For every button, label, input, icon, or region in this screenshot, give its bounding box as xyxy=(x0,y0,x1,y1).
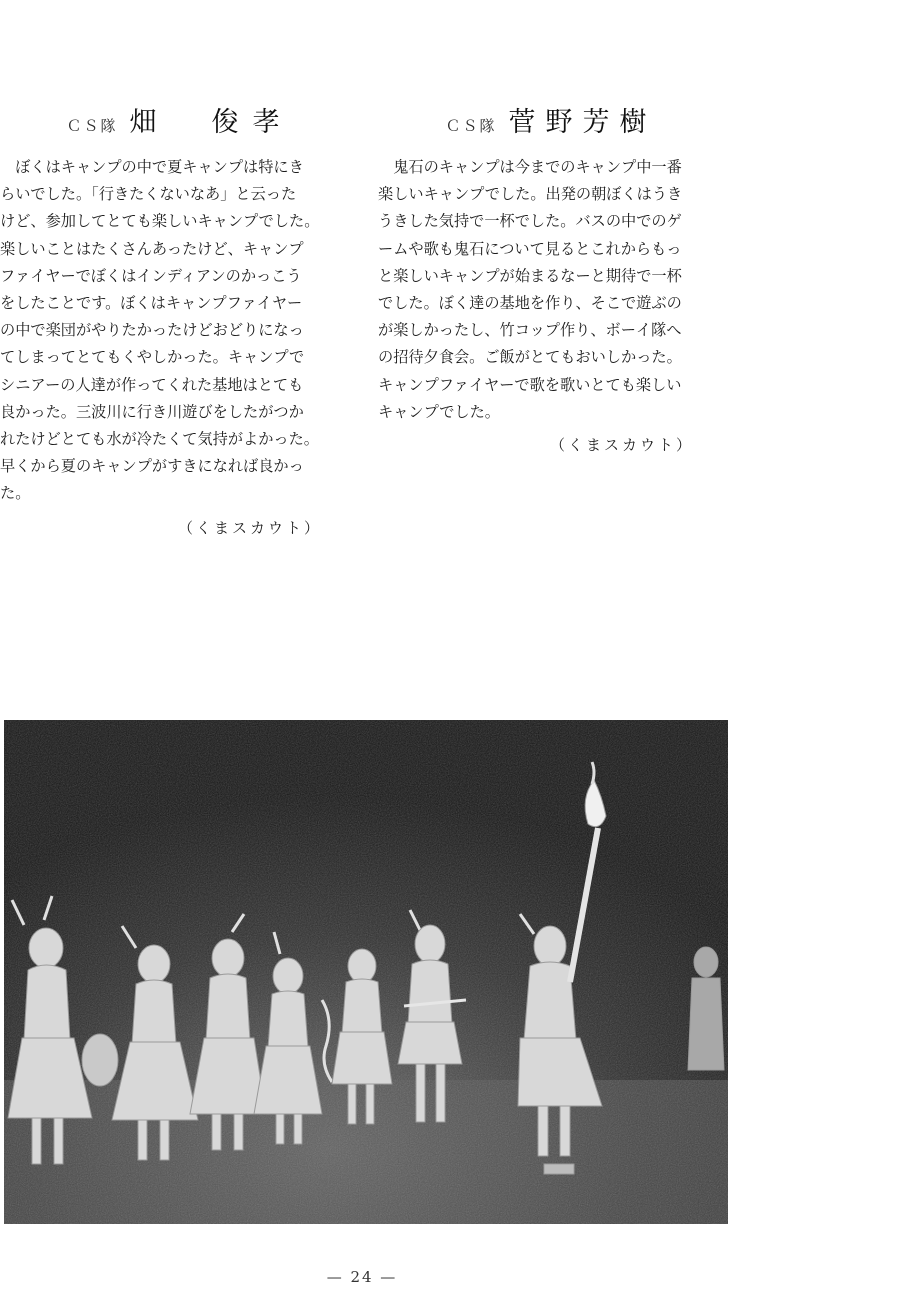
text-line: と楽しいキャンプが始まるなーと期待で一杯 xyxy=(378,266,682,285)
article-body xyxy=(378,154,724,426)
text-line: の中で楽団がやりたかったけどおどりになっ xyxy=(0,321,304,340)
campfire-dance-photo xyxy=(4,720,728,1224)
text-line: 早くから夏のキャンプがすきになれば良かっ xyxy=(0,457,304,476)
unit-label: ＣＳ隊 xyxy=(445,117,497,135)
text-line: ぼくはキャンプの中で夏キャンプは特にき xyxy=(0,158,304,176)
unit-label: ＣＳ隊 xyxy=(66,117,118,135)
page-number: — 24 — xyxy=(326,1268,398,1286)
article-body xyxy=(0,154,360,507)
text-line: が楽しかったし、竹コップ作り、ボーイ隊へ xyxy=(378,321,682,340)
text-line: ファイヤーでぼくはインディアンのかっこう xyxy=(0,266,302,285)
text-line: た。 xyxy=(0,484,31,503)
text-line: をしたことです。ぼくはキャンプファイヤー xyxy=(0,293,303,312)
signature: （くまスカウト） xyxy=(549,435,694,454)
right-article xyxy=(378,100,724,455)
text-line: れたけどとても水が冷たくて気持がよかった。 xyxy=(0,429,319,448)
text-line: シニアーの人達が作ってくれた基地はとても xyxy=(0,375,304,394)
text-line: らいでした。「行きたくないなあ」と云った xyxy=(0,185,297,204)
article-heading xyxy=(378,100,724,140)
text-line: 楽しいことはたくさんあったけど、キャンプ xyxy=(0,239,304,258)
left-article xyxy=(0,100,360,538)
author-name: 菅野芳樹 xyxy=(508,107,657,138)
text-line: 鬼石のキャンプは今までのキャンプ中一番 xyxy=(378,158,682,176)
text-line: キャンプでした。 xyxy=(378,402,500,421)
text-line: 良かった。三波川に行き川遊びをしたがつか xyxy=(0,402,304,421)
text-line: ームや歌も鬼石について見るとこれからもっ xyxy=(378,239,682,258)
text-line: けど、参加してとても楽しいキャンプでした。 xyxy=(0,212,320,231)
photo-drawing xyxy=(4,720,728,1224)
text-line: の招待夕食会。ご飯がとてもおいしかった。 xyxy=(378,348,682,367)
text-line: てしまってとてもくやしかった。キャンプで xyxy=(0,348,305,367)
author-name: 畑 俊孝 xyxy=(129,107,294,138)
article-heading xyxy=(0,100,360,140)
text-line: でした。ぼく達の基地を作り、そこで遊ぶの xyxy=(378,293,682,312)
text-line: キャンプファイヤーで歌を歌いとても楽しい xyxy=(378,375,682,394)
signature: （くまスカウト） xyxy=(177,519,322,538)
text-line: 楽しいキャンプでした。出発の朝ぼくはうき xyxy=(378,185,683,204)
text-line: うきした気持で一杯でした。バスの中でのゲ xyxy=(378,212,682,231)
